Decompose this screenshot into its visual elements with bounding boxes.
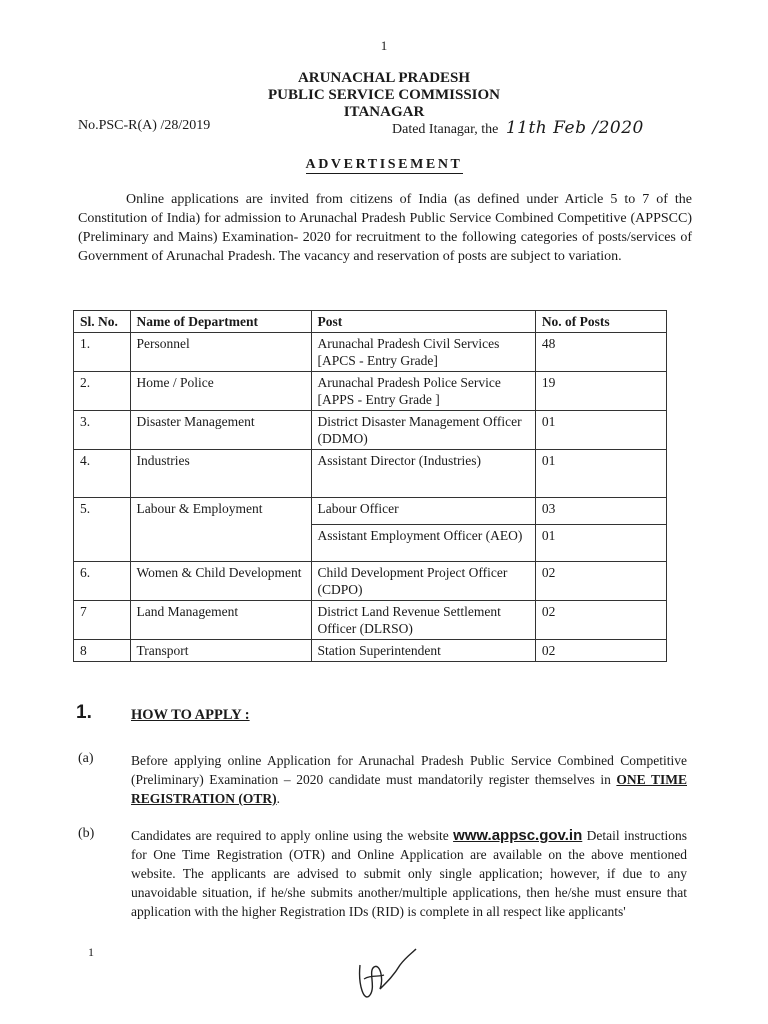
cell-count: 01	[535, 525, 666, 562]
header-commission: PUBLIC SERVICE COMMISSION	[267, 87, 500, 103]
cell-sl: 5.	[74, 498, 131, 562]
handwritten-date: 11th Feb /2020	[505, 118, 644, 138]
table-header-row	[74, 311, 667, 333]
cell-post: District Disaster Management Officer (DDMO)	[311, 411, 535, 450]
cell-post: Labour Officer	[311, 498, 535, 525]
cell-sl: 4.	[74, 450, 131, 498]
cell-post: District Land Revenue Settlement Officer (DLRSO)	[311, 601, 535, 640]
cell-department: Land Management	[130, 601, 311, 640]
cell-count: 48	[535, 333, 666, 372]
section-number: 1.	[76, 702, 92, 723]
cell-sl: 8	[74, 640, 131, 662]
header-sl-no: Sl. No.	[74, 311, 131, 333]
cell-post: Arunachal Pradesh Civil Services [APCS - Entry Grade]	[311, 333, 535, 372]
cell-post: Station Superintendent	[311, 640, 535, 662]
signature-mark	[350, 945, 420, 1010]
header-department: Name of Department	[130, 311, 311, 333]
table-row	[74, 372, 667, 411]
para-b	[131, 826, 687, 921]
header-post: Post	[311, 311, 535, 333]
intro-paragraph: Online applications are invited from citizens of India (as defined under Article 5 to 7 of the Constitution of India) for admission to Arunachal Pradesh Public Service Combined Competitive (APPSCC) (Preliminary and Mains) Examination- 2020 for recruitment to the following categories of posts/services of Government of Arunachal Pradesh. The vacancy and reservation of posts are subject to variation.	[78, 192, 692, 264]
dated-label: Dated Itanagar, the	[392, 122, 499, 137]
cell-count: 02	[535, 562, 666, 601]
para-a-label: (a)	[78, 751, 94, 766]
table-row	[74, 601, 667, 640]
cell-count: 02	[535, 640, 666, 662]
table-row	[74, 333, 667, 372]
cell-sl: 6.	[74, 562, 131, 601]
cell-count: 01	[535, 450, 666, 498]
cell-post: Child Development Project Officer (CDPO)	[311, 562, 535, 601]
para-a	[131, 751, 687, 808]
cell-post: Assistant Employment Officer (AEO)	[311, 525, 535, 562]
page-number-top: 1	[380, 38, 388, 53]
cell-department: Disaster Management	[130, 411, 311, 450]
posts-table	[73, 310, 667, 662]
cell-post: Assistant Director (Industries)	[311, 450, 535, 498]
cell-department: Women & Child Development	[130, 562, 311, 601]
reference-number: No.PSC-R(A) /28/2019	[78, 118, 211, 133]
header-city: ITANAGAR	[343, 104, 425, 120]
table-row	[74, 562, 667, 601]
para-b-label: (b)	[78, 826, 95, 841]
table-row	[74, 411, 667, 450]
cell-count: 02	[535, 601, 666, 640]
para-a-end: .	[276, 791, 281, 806]
section-title: HOW TO APPLY :	[131, 707, 250, 723]
cell-count: 19	[535, 372, 666, 411]
cell-sl: 3.	[74, 411, 131, 450]
cell-sl: 1.	[74, 333, 131, 372]
table-row	[74, 450, 667, 498]
cell-department: Labour & Employment	[130, 498, 311, 562]
cell-count: 03	[535, 498, 666, 525]
table-row	[74, 498, 667, 525]
header-state: ARUNACHAL PRADESH	[297, 70, 471, 86]
otr-emphasis: ONE TIME REGISTRATION (OTR)	[131, 772, 687, 806]
cell-count: 01	[535, 411, 666, 450]
cell-post: Arunachal Pradesh Police Service [APPS - Entry Grade ]	[311, 372, 535, 411]
cell-sl: 2.	[74, 372, 131, 411]
cell-department: Transport	[130, 640, 311, 662]
cell-department: Industries	[130, 450, 311, 498]
cell-department: Personnel	[130, 333, 311, 372]
para-b-text-after: Detail instructions for One Time Registration (OTR) and Online Application are available on the above mentioned website. The applicants are advised to submit only single application; however, if due to any unavoidable situation, if he/she submits another/multiple applications, then he/she must ensure that application with the higher Registration IDs (RID) is complete in all respect like applicants'	[131, 828, 688, 919]
cell-department: Home / Police	[130, 372, 311, 411]
para-a-text: Before applying online Application for Arunachal Pradesh Public Service Combined Competitive (Preliminary) Examination – 2020 candidate must mandatorily register themselves in	[131, 753, 687, 787]
header-number-of-posts: No. of Posts	[535, 311, 666, 333]
website-link[interactable]: www.appsc.gov.in	[453, 827, 583, 844]
advertisement-title-text: ADVERTISEMENT	[305, 157, 463, 172]
page-number-bottom: 1	[88, 945, 94, 959]
cell-sl: 7	[74, 601, 131, 640]
dated-line	[392, 118, 644, 138]
table-row	[74, 640, 667, 662]
advertisement-title	[0, 157, 768, 173]
para-b-text-before: Candidates are required to apply online using the website	[131, 828, 449, 843]
